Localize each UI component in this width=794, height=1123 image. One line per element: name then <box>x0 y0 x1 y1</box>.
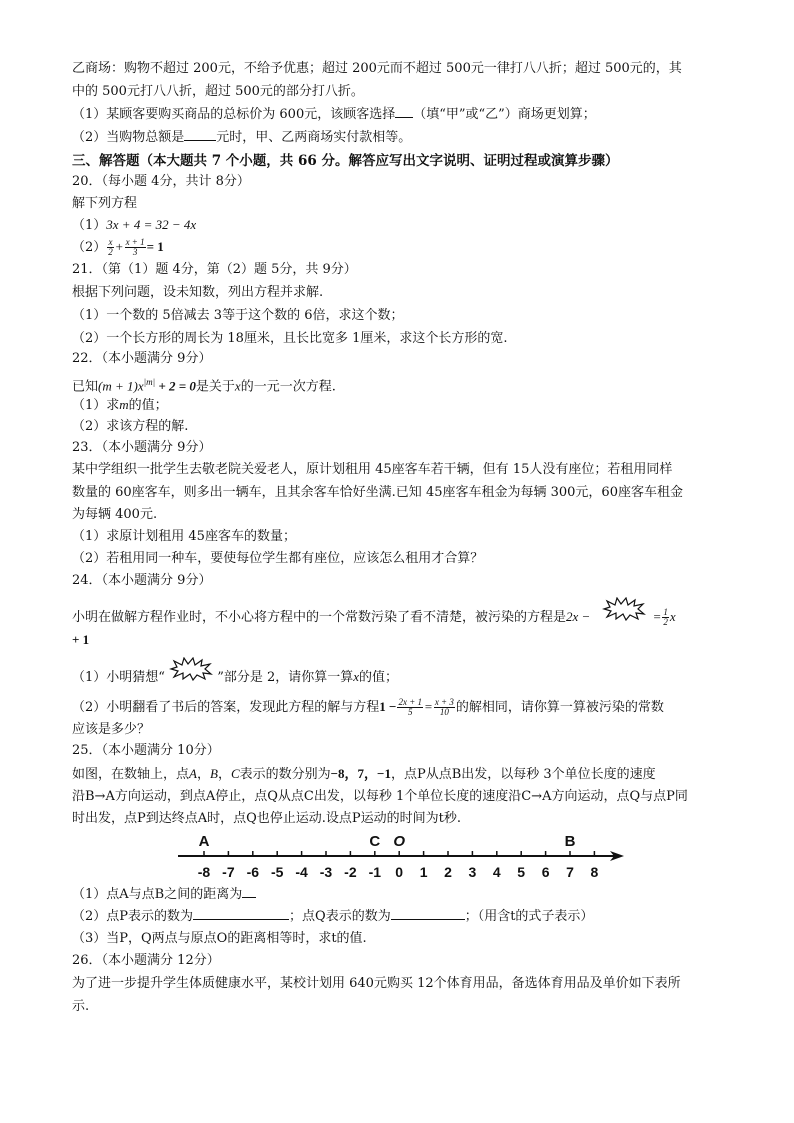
q23-header: 23．（本小题满分 9分） <box>72 440 212 455</box>
q23-line-3: 为每辆 400元. <box>72 507 158 522</box>
q23-part-1: （1）求原计划租用 45座客车的数量； <box>72 529 296 544</box>
number-line-tick-label: -5 <box>270 864 284 880</box>
q25-header: 25．（本小题满分 10分） <box>72 743 220 758</box>
answer-blank[interactable] <box>193 907 289 920</box>
q25-part-2: （2）点P表示的数为 ；点Q表示的数为 ；（用含t的式子表示） <box>72 909 594 924</box>
q22-header: 22．（本小题满分 9分） <box>72 351 212 366</box>
number-line-tick-label: 6 <box>541 864 550 880</box>
fraction: $\frac{2x + 1}{5}$ <box>398 697 423 717</box>
point-label-a: A <box>198 833 210 850</box>
q26-line-1: 为了进一步提升学生体质健康水平，某校计划用 640元购买 12个体育用品，备选体育用品及单价如下表所 <box>72 976 681 991</box>
point-label-c: C <box>369 833 381 850</box>
q21-part-2: （2）一个长方形的周长为 18厘米，且长比宽多 1厘米，求这个长方形的宽. <box>72 331 508 346</box>
q20-header: 20．（每小题 4分，共计 8分） <box>72 174 250 189</box>
q20-part-1: （1）3x + 4 = 32 − 4x <box>72 217 197 233</box>
q20-part-2: （2） $\frac{x}{2}$ + $\frac{x + 1}{3}$ = 1 <box>72 237 164 257</box>
number-line-tick-label: 1 <box>419 864 428 880</box>
q22-intro: 已知$(m + 1)x^{|m|} + 2 = 0$是关于x的一元一次方程. <box>72 377 336 395</box>
point-label-b: B <box>564 833 576 850</box>
q21-intro: 根据下列问题，设未知数，列出方程并求解. <box>72 285 324 300</box>
number-line-tick-label: -7 <box>222 864 235 880</box>
number-line-tick-label: -1 <box>368 864 382 880</box>
q25-line-3: 时出发，点P到达终点A时，点Q也停止运动.设点P运动的时间为t秒. <box>72 811 462 826</box>
mall-b-line-1: 乙商场：购物不超过 200元，不给予优惠；超过 200元而不超过 500元一律打八八折；超过 500元的，其 <box>72 61 682 76</box>
q26-line-2: 示. <box>72 999 90 1014</box>
ink-blot-icon <box>602 597 646 621</box>
number-line-tick-label: 3 <box>468 864 477 880</box>
number-line-tick-label: -3 <box>319 864 333 880</box>
ink-blot-icon <box>169 657 213 681</box>
number-line-tick-label: 2 <box>444 864 452 880</box>
point-label-o: O <box>393 833 406 850</box>
q22-part-1: （1）求m的值； <box>72 397 168 413</box>
q23-part-2: （2）若租用同一种车，要使每位学生都有座位，应该怎么租用才合算？ <box>72 551 484 566</box>
mall-b-question-1: （1）某顾客要购买商品的总标价为 600元，该顾客选择 （填“甲”或“乙”）商场更划算； <box>72 107 596 122</box>
q24-header: 24．（本小题满分 9分） <box>72 573 212 588</box>
answer-blank[interactable] <box>184 128 216 141</box>
answer-blank[interactable] <box>242 885 256 898</box>
fraction: $\frac{x + 1}{3}$ <box>125 237 145 257</box>
answer-blank[interactable] <box>395 105 413 118</box>
number-line-tick-label: 8 <box>590 864 599 880</box>
number-line-tick-label: 4 <box>492 864 501 880</box>
number-line-tick-label: -2 <box>344 864 357 880</box>
q25-line-2: 沿B→A方向运动，到点A停止，点Q从点C出发，以每秒 1个单位长度的速度沿C→A方向运动，点Q与点P同 <box>72 789 688 804</box>
section-3-title: 三、解答题（本大题共 7 个小题，共 66 分。解答应写出文字说明、证明过程或演算步骤） <box>72 153 619 169</box>
q24-part-2: （2）小明翻看了书后的答案，发现此方程的解与方程1 − $\frac{2x + 1}{5}$ = $\frac{x + 3}{10}$ 的解相同，请你算一算被污染的常数 <box>72 697 664 717</box>
q20-intro: 解下列方程 <box>72 196 138 211</box>
q23-line-1: 某中学组织一批学生去敬老院关爱老人，原计划租用 45座客车若干辆，但有 15人没有座位；若租用同样 <box>72 462 673 477</box>
q24-part-1: （1）小明猜想“ ”部分是 2，请你算一算x的值； <box>72 666 398 689</box>
q26-header: 26．（本小题满分 12分） <box>72 953 220 968</box>
q25-part-1: （1）点A与点B之间的距离为 <box>72 884 256 906</box>
number-line-tick-label: 7 <box>566 864 574 880</box>
equation: 3x + 4 = 32 − 4x <box>106 217 197 232</box>
mall-b-line-2: 中的 500元打八八折，超过 500元的部分打八折。 <box>72 84 364 99</box>
number-line-tick-label: 0 <box>395 864 404 880</box>
mall-b-question-2: （2）当购物总额是 元时，甲、乙两商场实付款相等。 <box>72 130 412 145</box>
q21-part-1: （1）一个数的 5倍减去 3等于这个数的 6倍，求这个数； <box>72 308 404 323</box>
q21-header: 21．（第（1）题 4分，第（2）题 5分，共 9分） <box>72 262 357 277</box>
fraction: $\frac{x}{2}$ <box>108 237 113 257</box>
number-line-tick-label: 5 <box>517 864 526 880</box>
number-line-figure <box>178 826 624 886</box>
q22-part-2: （2）求该方程的解. <box>72 419 189 434</box>
answer-blank[interactable] <box>391 907 465 920</box>
q24-equation-continued: + 1 <box>72 632 90 647</box>
fraction: $\frac{x + 3}{10}$ <box>434 697 454 717</box>
q25-line-1: 如图，在数轴上，点A，B，C表示的数分别为−8，7，−1，点P从点B出发，以每秒 3个单位长度的速度 <box>72 766 656 782</box>
number-line-tick-label: -6 <box>246 864 260 880</box>
number-line-tick-label: -8 <box>197 864 211 880</box>
q25-part-3: （3）当P，Q两点与原点O的距离相等时，求t的值. <box>72 931 367 946</box>
q24-part-2-continued: 应该是多少？ <box>72 722 151 737</box>
number-line-tick-label: -4 <box>295 864 308 880</box>
q24-intro: 小明在做解方程作业时，不小心将方程中的一个常数污染了看不清楚，被污染的方程是2x − = $\frac{1}{2}$ x <box>72 606 676 629</box>
fraction: $\frac{1}{2}$ <box>663 607 668 627</box>
q23-line-2: 数量的 60座客车，则多出一辆车，且其余客车恰好坐满.已知 45座客车租金为每辆 300元，60座客车租金 <box>72 485 683 500</box>
